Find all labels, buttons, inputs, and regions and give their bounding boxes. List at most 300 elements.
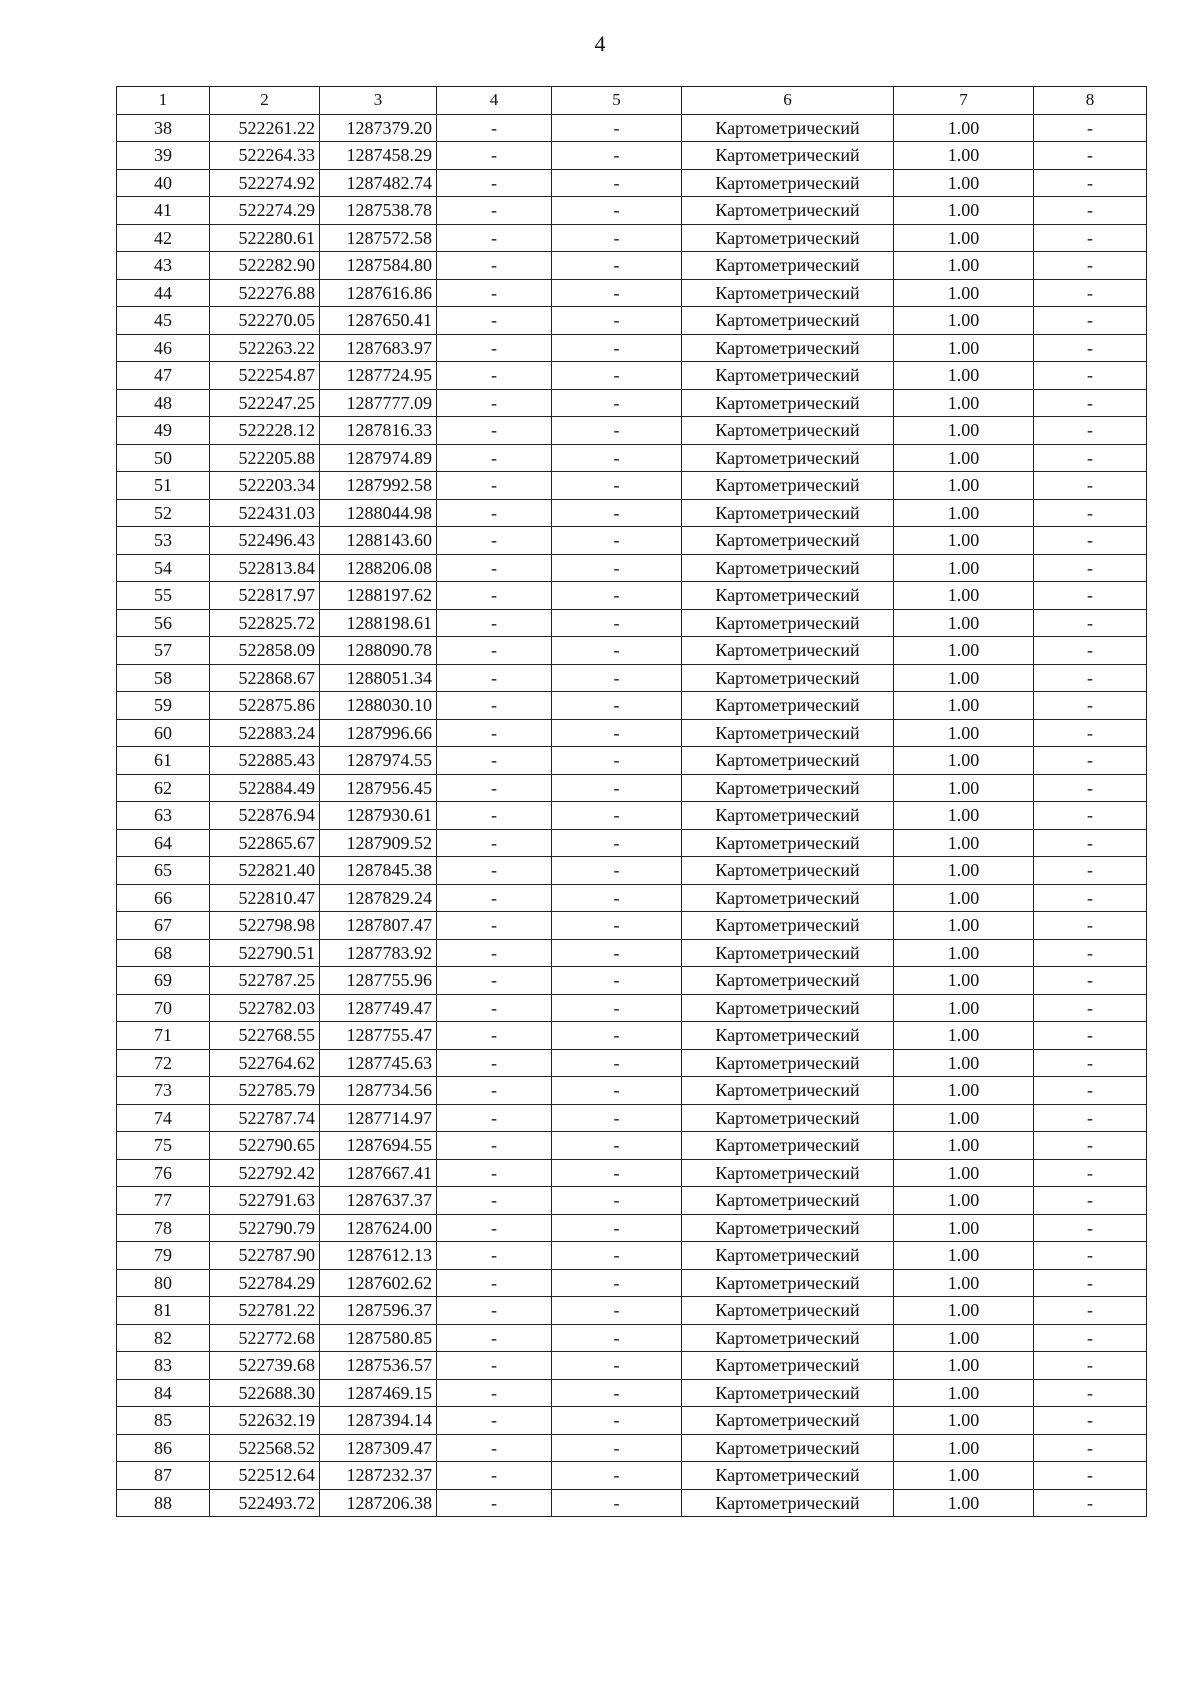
- column-5-cell: -: [552, 1159, 682, 1187]
- column-5-cell: -: [552, 1407, 682, 1435]
- method-cell: Картометрический: [682, 554, 894, 582]
- column-4-cell: -: [437, 1489, 552, 1517]
- method-cell: Картометрический: [682, 252, 894, 280]
- x-coordinate-cell: 522798.98: [210, 912, 320, 940]
- table-row: [117, 1407, 1147, 1435]
- column-8-cell: -: [1034, 664, 1147, 692]
- column-8-cell: -: [1034, 1269, 1147, 1297]
- point-number-cell: 66: [117, 884, 210, 912]
- table-row: [117, 1214, 1147, 1242]
- column-4-cell: -: [437, 1269, 552, 1297]
- method-cell: Картометрический: [682, 1242, 894, 1270]
- column-8-cell: -: [1034, 829, 1147, 857]
- y-coordinate-cell: 1288197.62: [320, 582, 437, 610]
- y-coordinate-cell: 1287755.96: [320, 967, 437, 995]
- method-cell: Картометрический: [682, 197, 894, 225]
- y-coordinate-cell: 1287694.55: [320, 1132, 437, 1160]
- column-8-cell: -: [1034, 967, 1147, 995]
- method-cell: Картометрический: [682, 279, 894, 307]
- column-8-cell: -: [1034, 1104, 1147, 1132]
- table-row: [117, 472, 1147, 500]
- column-4-cell: -: [437, 279, 552, 307]
- column-8-cell: -: [1034, 362, 1147, 390]
- column-5-cell: -: [552, 1297, 682, 1325]
- point-number-cell: 80: [117, 1269, 210, 1297]
- method-cell: Картометрический: [682, 1352, 894, 1380]
- point-number-cell: 81: [117, 1297, 210, 1325]
- accuracy-cell: 1.00: [894, 1022, 1034, 1050]
- method-cell: Картометрический: [682, 334, 894, 362]
- table-row: [117, 967, 1147, 995]
- method-cell: Картометрический: [682, 417, 894, 445]
- point-number-cell: 44: [117, 279, 210, 307]
- column-4-cell: -: [437, 1022, 552, 1050]
- table-row: [117, 224, 1147, 252]
- y-coordinate-cell: 1287724.95: [320, 362, 437, 390]
- x-coordinate-cell: 522785.79: [210, 1077, 320, 1105]
- column-5-cell: -: [552, 967, 682, 995]
- y-coordinate-cell: 1287783.92: [320, 939, 437, 967]
- column-5-cell: -: [552, 802, 682, 830]
- point-number-cell: 82: [117, 1324, 210, 1352]
- column-8-cell: -: [1034, 444, 1147, 472]
- table-row: [117, 1324, 1147, 1352]
- y-coordinate-cell: 1287777.09: [320, 389, 437, 417]
- method-cell: Картометрический: [682, 444, 894, 472]
- x-coordinate-cell: 522858.09: [210, 637, 320, 665]
- point-number-cell: 51: [117, 472, 210, 500]
- method-cell: Картометрический: [682, 1049, 894, 1077]
- y-coordinate-cell: 1287572.58: [320, 224, 437, 252]
- point-number-cell: 64: [117, 829, 210, 857]
- y-coordinate-cell: 1287379.20: [320, 114, 437, 142]
- accuracy-cell: 1.00: [894, 389, 1034, 417]
- y-coordinate-cell: 1287624.00: [320, 1214, 437, 1242]
- table-row: [117, 1187, 1147, 1215]
- column-header: 3: [320, 87, 437, 115]
- method-cell: Картометрический: [682, 1434, 894, 1462]
- column-5-cell: -: [552, 417, 682, 445]
- column-8-cell: -: [1034, 1159, 1147, 1187]
- column-8-cell: -: [1034, 884, 1147, 912]
- column-8-cell: -: [1034, 1242, 1147, 1270]
- table-row: [117, 1462, 1147, 1490]
- accuracy-cell: 1.00: [894, 1077, 1034, 1105]
- method-cell: Картометрический: [682, 939, 894, 967]
- column-5-cell: -: [552, 169, 682, 197]
- x-coordinate-cell: 522792.42: [210, 1159, 320, 1187]
- accuracy-cell: 1.00: [894, 692, 1034, 720]
- table-row: [117, 637, 1147, 665]
- accuracy-cell: 1.00: [894, 774, 1034, 802]
- point-number-cell: 65: [117, 857, 210, 885]
- accuracy-cell: 1.00: [894, 1297, 1034, 1325]
- column-5-cell: -: [552, 142, 682, 170]
- method-cell: Картометрический: [682, 1462, 894, 1490]
- column-header: 8: [1034, 87, 1147, 115]
- point-number-cell: 76: [117, 1159, 210, 1187]
- column-4-cell: -: [437, 444, 552, 472]
- x-coordinate-cell: 522810.47: [210, 884, 320, 912]
- column-4-cell: -: [437, 1324, 552, 1352]
- column-5-cell: -: [552, 444, 682, 472]
- column-5-cell: -: [552, 1187, 682, 1215]
- point-number-cell: 57: [117, 637, 210, 665]
- y-coordinate-cell: 1287992.58: [320, 472, 437, 500]
- x-coordinate-cell: 522274.92: [210, 169, 320, 197]
- table-row: [117, 719, 1147, 747]
- accuracy-cell: 1.00: [894, 1379, 1034, 1407]
- column-5-cell: -: [552, 252, 682, 280]
- x-coordinate-cell: 522782.03: [210, 994, 320, 1022]
- method-cell: Картометрический: [682, 1187, 894, 1215]
- y-coordinate-cell: 1288044.98: [320, 499, 437, 527]
- x-coordinate-cell: 522884.49: [210, 774, 320, 802]
- x-coordinate-cell: 522632.19: [210, 1407, 320, 1435]
- accuracy-cell: 1.00: [894, 252, 1034, 280]
- y-coordinate-cell: 1287974.55: [320, 747, 437, 775]
- x-coordinate-cell: 522274.29: [210, 197, 320, 225]
- column-8-cell: -: [1034, 637, 1147, 665]
- accuracy-cell: 1.00: [894, 1049, 1034, 1077]
- table-row: [117, 114, 1147, 142]
- table-row: [117, 417, 1147, 445]
- point-number-cell: 72: [117, 1049, 210, 1077]
- column-5-cell: -: [552, 1462, 682, 1490]
- accuracy-cell: 1.00: [894, 554, 1034, 582]
- column-5-cell: -: [552, 1132, 682, 1160]
- x-coordinate-cell: 522739.68: [210, 1352, 320, 1380]
- y-coordinate-cell: 1287734.56: [320, 1077, 437, 1105]
- accuracy-cell: 1.00: [894, 527, 1034, 555]
- column-8-cell: -: [1034, 1214, 1147, 1242]
- accuracy-cell: 1.00: [894, 719, 1034, 747]
- coordinates-table: [116, 86, 1147, 1517]
- y-coordinate-cell: 1287482.74: [320, 169, 437, 197]
- x-coordinate-cell: 522280.61: [210, 224, 320, 252]
- point-number-cell: 55: [117, 582, 210, 610]
- y-coordinate-cell: 1287956.45: [320, 774, 437, 802]
- y-coordinate-cell: 1287650.41: [320, 307, 437, 335]
- y-coordinate-cell: 1287845.38: [320, 857, 437, 885]
- column-8-cell: -: [1034, 554, 1147, 582]
- column-4-cell: -: [437, 1462, 552, 1490]
- y-coordinate-cell: 1288090.78: [320, 637, 437, 665]
- x-coordinate-cell: 522885.43: [210, 747, 320, 775]
- column-8-cell: -: [1034, 1462, 1147, 1490]
- method-cell: Картометрический: [682, 692, 894, 720]
- column-4-cell: -: [437, 747, 552, 775]
- x-coordinate-cell: 522790.79: [210, 1214, 320, 1242]
- point-number-cell: 59: [117, 692, 210, 720]
- table-row: [117, 279, 1147, 307]
- y-coordinate-cell: 1287616.86: [320, 279, 437, 307]
- y-coordinate-cell: 1287745.63: [320, 1049, 437, 1077]
- y-coordinate-cell: 1287469.15: [320, 1379, 437, 1407]
- y-coordinate-cell: 1287584.80: [320, 252, 437, 280]
- accuracy-cell: 1.00: [894, 1159, 1034, 1187]
- x-coordinate-cell: 522787.90: [210, 1242, 320, 1270]
- x-coordinate-cell: 522791.63: [210, 1187, 320, 1215]
- column-header: 2: [210, 87, 320, 115]
- point-number-cell: 67: [117, 912, 210, 940]
- accuracy-cell: 1.00: [894, 499, 1034, 527]
- table-row: [117, 829, 1147, 857]
- column-5-cell: -: [552, 857, 682, 885]
- method-cell: Картометрический: [682, 1159, 894, 1187]
- point-number-cell: 53: [117, 527, 210, 555]
- method-cell: Картометрический: [682, 774, 894, 802]
- table-row: [117, 802, 1147, 830]
- column-4-cell: -: [437, 719, 552, 747]
- accuracy-cell: 1.00: [894, 444, 1034, 472]
- column-header: 6: [682, 87, 894, 115]
- table-row: [117, 912, 1147, 940]
- point-number-cell: 86: [117, 1434, 210, 1462]
- column-4-cell: -: [437, 169, 552, 197]
- point-number-cell: 68: [117, 939, 210, 967]
- column-4-cell: -: [437, 334, 552, 362]
- y-coordinate-cell: 1287612.13: [320, 1242, 437, 1270]
- column-8-cell: -: [1034, 1352, 1147, 1380]
- table-row: [117, 1434, 1147, 1462]
- column-4-cell: -: [437, 1077, 552, 1105]
- method-cell: Картометрический: [682, 527, 894, 555]
- column-8-cell: -: [1034, 224, 1147, 252]
- x-coordinate-cell: 522875.86: [210, 692, 320, 720]
- x-coordinate-cell: 522496.43: [210, 527, 320, 555]
- column-5-cell: -: [552, 224, 682, 252]
- column-5-cell: -: [552, 499, 682, 527]
- column-4-cell: -: [437, 389, 552, 417]
- point-number-cell: 79: [117, 1242, 210, 1270]
- column-5-cell: -: [552, 1434, 682, 1462]
- column-4-cell: -: [437, 609, 552, 637]
- column-header: 5: [552, 87, 682, 115]
- x-coordinate-cell: 522247.25: [210, 389, 320, 417]
- column-8-cell: -: [1034, 499, 1147, 527]
- point-number-cell: 77: [117, 1187, 210, 1215]
- column-4-cell: -: [437, 774, 552, 802]
- x-coordinate-cell: 522264.33: [210, 142, 320, 170]
- method-cell: Картометрический: [682, 1324, 894, 1352]
- column-8-cell: -: [1034, 1379, 1147, 1407]
- method-cell: Картометрический: [682, 967, 894, 995]
- table-row: [117, 747, 1147, 775]
- point-number-cell: 85: [117, 1407, 210, 1435]
- point-number-cell: 49: [117, 417, 210, 445]
- column-4-cell: -: [437, 197, 552, 225]
- point-number-cell: 52: [117, 499, 210, 527]
- column-5-cell: -: [552, 1077, 682, 1105]
- x-coordinate-cell: 522493.72: [210, 1489, 320, 1517]
- table-row: [117, 252, 1147, 280]
- accuracy-cell: 1.00: [894, 279, 1034, 307]
- column-5-cell: -: [552, 829, 682, 857]
- point-number-cell: 60: [117, 719, 210, 747]
- point-number-cell: 45: [117, 307, 210, 335]
- column-8-cell: -: [1034, 417, 1147, 445]
- x-coordinate-cell: 522276.88: [210, 279, 320, 307]
- column-8-cell: -: [1034, 169, 1147, 197]
- y-coordinate-cell: 1287667.41: [320, 1159, 437, 1187]
- column-5-cell: -: [552, 747, 682, 775]
- method-cell: Картометрический: [682, 499, 894, 527]
- column-4-cell: -: [437, 1352, 552, 1380]
- x-coordinate-cell: 522790.65: [210, 1132, 320, 1160]
- column-5-cell: -: [552, 197, 682, 225]
- y-coordinate-cell: 1288143.60: [320, 527, 437, 555]
- column-5-cell: -: [552, 1242, 682, 1270]
- column-8-cell: -: [1034, 1049, 1147, 1077]
- column-4-cell: -: [437, 1407, 552, 1435]
- point-number-cell: 43: [117, 252, 210, 280]
- accuracy-cell: 1.00: [894, 1187, 1034, 1215]
- column-8-cell: -: [1034, 939, 1147, 967]
- column-8-cell: -: [1034, 1489, 1147, 1517]
- column-5-cell: -: [552, 994, 682, 1022]
- y-coordinate-cell: 1287538.78: [320, 197, 437, 225]
- point-number-cell: 87: [117, 1462, 210, 1490]
- table-row: [117, 1132, 1147, 1160]
- method-cell: Картометрический: [682, 1214, 894, 1242]
- table-row: [117, 692, 1147, 720]
- table-row: [117, 857, 1147, 885]
- column-5-cell: -: [552, 1022, 682, 1050]
- method-cell: Картометрический: [682, 1297, 894, 1325]
- column-4-cell: -: [437, 939, 552, 967]
- column-4-cell: -: [437, 142, 552, 170]
- table-row: [117, 609, 1147, 637]
- method-cell: Картометрический: [682, 1104, 894, 1132]
- column-5-cell: -: [552, 1214, 682, 1242]
- column-4-cell: -: [437, 1434, 552, 1462]
- y-coordinate-cell: 1287974.89: [320, 444, 437, 472]
- column-4-cell: -: [437, 417, 552, 445]
- x-coordinate-cell: 522431.03: [210, 499, 320, 527]
- y-coordinate-cell: 1287930.61: [320, 802, 437, 830]
- column-5-cell: -: [552, 939, 682, 967]
- y-coordinate-cell: 1288051.34: [320, 664, 437, 692]
- accuracy-cell: 1.00: [894, 334, 1034, 362]
- method-cell: Картометрический: [682, 169, 894, 197]
- point-number-cell: 84: [117, 1379, 210, 1407]
- point-number-cell: 78: [117, 1214, 210, 1242]
- x-coordinate-cell: 522282.90: [210, 252, 320, 280]
- accuracy-cell: 1.00: [894, 1214, 1034, 1242]
- column-4-cell: -: [437, 1297, 552, 1325]
- accuracy-cell: 1.00: [894, 994, 1034, 1022]
- method-cell: Картометрический: [682, 1407, 894, 1435]
- x-coordinate-cell: 522772.68: [210, 1324, 320, 1352]
- accuracy-cell: 1.00: [894, 1352, 1034, 1380]
- point-number-cell: 56: [117, 609, 210, 637]
- point-number-cell: 61: [117, 747, 210, 775]
- accuracy-cell: 1.00: [894, 1489, 1034, 1517]
- method-cell: Картометрический: [682, 1269, 894, 1297]
- method-cell: Картометрический: [682, 472, 894, 500]
- accuracy-cell: 1.00: [894, 912, 1034, 940]
- table-row: [117, 582, 1147, 610]
- accuracy-cell: 1.00: [894, 609, 1034, 637]
- column-4-cell: -: [437, 499, 552, 527]
- table-row: [117, 1077, 1147, 1105]
- accuracy-cell: 1.00: [894, 1407, 1034, 1435]
- table-row: [117, 939, 1147, 967]
- accuracy-cell: 1.00: [894, 197, 1034, 225]
- table-row: [117, 774, 1147, 802]
- method-cell: Картометрический: [682, 609, 894, 637]
- x-coordinate-cell: 522688.30: [210, 1379, 320, 1407]
- y-coordinate-cell: 1287580.85: [320, 1324, 437, 1352]
- column-8-cell: -: [1034, 994, 1147, 1022]
- accuracy-cell: 1.00: [894, 802, 1034, 830]
- accuracy-cell: 1.00: [894, 1434, 1034, 1462]
- table-body: [117, 114, 1147, 1517]
- point-number-cell: 71: [117, 1022, 210, 1050]
- x-coordinate-cell: 522821.40: [210, 857, 320, 885]
- x-coordinate-cell: 522205.88: [210, 444, 320, 472]
- y-coordinate-cell: 1287714.97: [320, 1104, 437, 1132]
- column-5-cell: -: [552, 1379, 682, 1407]
- method-cell: Картометрический: [682, 114, 894, 142]
- table-row: [117, 1159, 1147, 1187]
- point-number-cell: 73: [117, 1077, 210, 1105]
- x-coordinate-cell: 522868.67: [210, 664, 320, 692]
- point-number-cell: 70: [117, 994, 210, 1022]
- y-coordinate-cell: 1287683.97: [320, 334, 437, 362]
- method-cell: Картометрический: [682, 1489, 894, 1517]
- column-5-cell: -: [552, 884, 682, 912]
- x-coordinate-cell: 522261.22: [210, 114, 320, 142]
- table-row: [117, 1104, 1147, 1132]
- table-row: [117, 307, 1147, 335]
- column-8-cell: -: [1034, 1407, 1147, 1435]
- column-5-cell: -: [552, 279, 682, 307]
- column-5-cell: -: [552, 1269, 682, 1297]
- accuracy-cell: 1.00: [894, 637, 1034, 665]
- point-number-cell: 58: [117, 664, 210, 692]
- method-cell: Картометрический: [682, 884, 894, 912]
- accuracy-cell: 1.00: [894, 417, 1034, 445]
- column-4-cell: -: [437, 472, 552, 500]
- accuracy-cell: 1.00: [894, 1462, 1034, 1490]
- y-coordinate-cell: 1287807.47: [320, 912, 437, 940]
- x-coordinate-cell: 522787.74: [210, 1104, 320, 1132]
- table-row: [117, 1379, 1147, 1407]
- y-coordinate-cell: 1287816.33: [320, 417, 437, 445]
- accuracy-cell: 1.00: [894, 884, 1034, 912]
- table-row: [117, 1297, 1147, 1325]
- method-cell: Картометрический: [682, 142, 894, 170]
- x-coordinate-cell: 522203.34: [210, 472, 320, 500]
- method-cell: Картометрический: [682, 582, 894, 610]
- y-coordinate-cell: 1287596.37: [320, 1297, 437, 1325]
- column-4-cell: -: [437, 857, 552, 885]
- method-cell: Картометрический: [682, 1022, 894, 1050]
- table-row: [117, 884, 1147, 912]
- column-5-cell: -: [552, 389, 682, 417]
- x-coordinate-cell: 522764.62: [210, 1049, 320, 1077]
- table-row: [117, 554, 1147, 582]
- point-number-cell: 62: [117, 774, 210, 802]
- x-coordinate-cell: 522817.97: [210, 582, 320, 610]
- column-4-cell: -: [437, 252, 552, 280]
- accuracy-cell: 1.00: [894, 664, 1034, 692]
- method-cell: Картометрический: [682, 994, 894, 1022]
- column-4-cell: -: [437, 994, 552, 1022]
- x-coordinate-cell: 522883.24: [210, 719, 320, 747]
